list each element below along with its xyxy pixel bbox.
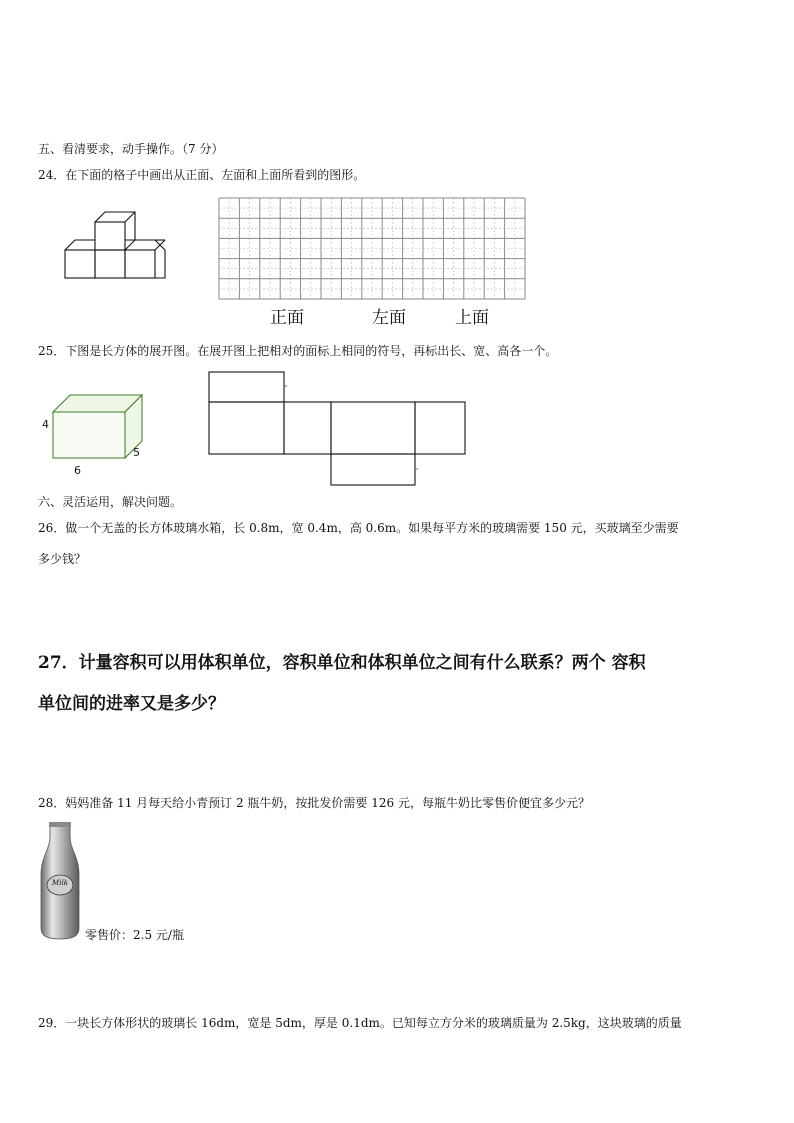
question-26-line-1: 26．做一个无盖的长方体玻璃水箱，长 0.8m，宽 0.4m，高 0.6m。如果每平方米的玻璃需要 150 元，买玻璃至少需要 (38, 521, 679, 535)
question-28-text: 28．妈妈准备 11 月每天给小青预订 2 瓶牛奶，按批发价需要 126 元，每瓶牛奶比零售价便宜多少元？ (38, 796, 590, 810)
grid-label-front: 正面 (270, 308, 304, 328)
question-27-line-2: 单位间的进率又是多少？ (38, 694, 225, 714)
question-26-line-2: 多少钱？ (38, 552, 87, 566)
question-27-line-1: 27．计量容积可以用体积单位，容积单位和体积单位之间有什么联系？两个 容积 (38, 653, 646, 673)
section-6-heading: 六、灵活运用，解决问题。 (38, 495, 183, 509)
cuboid-length-label: 6 (74, 464, 81, 477)
question-29-text: 29．一块长方体形状的玻璃长 16dm，宽是 5dm，厚是 0.1dm。已知每立方分米的玻璃质量为 2.5kg，这块玻璃的质量 (38, 1016, 682, 1030)
section-5-heading: 五、看清要求，动手操作。（7 分） (38, 142, 224, 156)
question-25-text: 25．下图是长方体的展开图。在展开图上把相对的面标上相同的符号，再标出长、宽、高各一个。 (38, 344, 558, 358)
cuboid-width-label: 5 (133, 446, 140, 459)
grid-label-top: 上面 (455, 308, 489, 328)
grid-label-left: 左面 (372, 308, 406, 328)
retail-price-label: 零售价：2.5 元/瓶 (85, 928, 184, 942)
question-24-text: 24．在下面的格子中画出从正面、左面和上面所看到的图形。 (38, 168, 366, 182)
bottle-label: Milk (52, 879, 68, 887)
cuboid-height-label: 4 (42, 418, 49, 431)
